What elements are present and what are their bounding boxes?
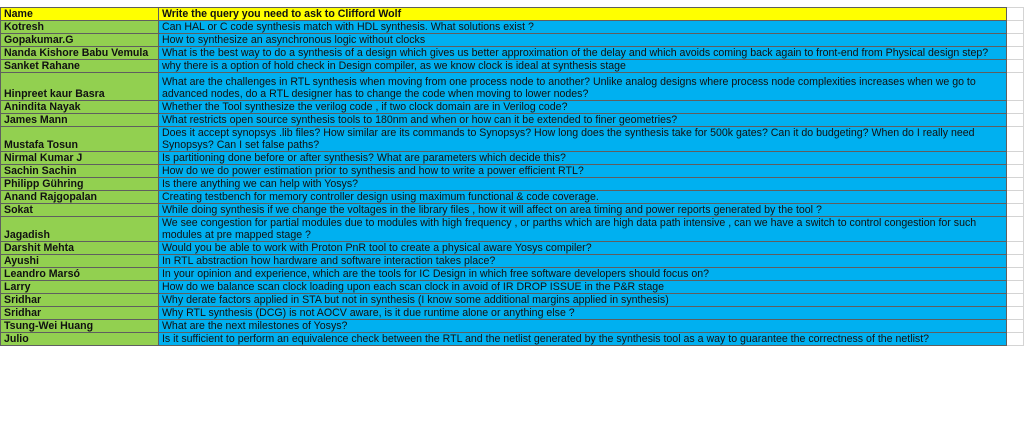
query-cell[interactable]: Is it sufficient to perform an equivalence check between the RTL and the netlist generated by the synthesis tool as a way to guarantee the correctness of the netlist?	[158, 333, 1006, 346]
empty-cell[interactable]	[1007, 217, 1024, 242]
table-row	[1, 60, 1024, 73]
header-name-cell[interactable]: Name	[1, 8, 159, 21]
table-row	[1, 165, 1024, 178]
query-cell[interactable]: Is partitioning done before or after synthesis? What are parameters which decide this?	[158, 152, 1006, 165]
query-cell[interactable]: Why RTL synthesis (DCG) is not AOCV aware, is it due runtime alone or anything else ?	[158, 307, 1006, 320]
empty-cell[interactable]	[1007, 114, 1024, 127]
empty-cell[interactable]	[1007, 242, 1024, 255]
query-cell[interactable]: Why derate factors applied in STA but not in synthesis (I know some additional margins applied in synthesis)	[158, 294, 1006, 307]
empty-cell[interactable]	[1007, 101, 1024, 114]
query-cell[interactable]: Is there anything we can help with Yosys?	[158, 178, 1006, 191]
query-cell[interactable]: What restricts open source synthesis tools to 180nm and when or how can it be extended to finer geometries?	[158, 114, 1006, 127]
name-cell[interactable]: Sokat	[1, 204, 159, 217]
query-cell[interactable]: What is the best way to do a synthesis of a design which gives us better approximation of the delay and which avoids coming back again to front-end from Physical design step?	[158, 47, 1006, 60]
query-cell[interactable]: In your opinion and experience, which are the tools for IC Design in which free software developers should focus on?	[158, 268, 1006, 281]
name-cell[interactable]: Nirmal Kumar J	[1, 152, 159, 165]
query-cell[interactable]: Would you be able to work with Proton PnR tool to create a physical aware Yosys compiler?	[158, 242, 1006, 255]
name-cell[interactable]: Julio	[1, 333, 159, 346]
empty-cell[interactable]	[1007, 165, 1024, 178]
table-row	[1, 47, 1024, 60]
name-cell[interactable]: Anand Rajgopalan	[1, 191, 159, 204]
query-cell[interactable]: Creating testbench for memory controller design using maximum functional & code coverage.	[158, 191, 1006, 204]
table-row	[1, 217, 1024, 242]
table-row	[1, 204, 1024, 217]
table-row	[1, 73, 1024, 101]
name-cell[interactable]: Sanket Rahane	[1, 60, 159, 73]
name-cell[interactable]: Ayushi	[1, 255, 159, 268]
header-query-cell[interactable]: Write the query you need to ask to Clifford Wolf	[158, 8, 1006, 21]
name-cell[interactable]: Philipp Gühring	[1, 178, 159, 191]
table-row	[1, 34, 1024, 47]
empty-cell[interactable]	[1007, 307, 1024, 320]
name-cell[interactable]: Jagadish	[1, 217, 159, 242]
name-cell[interactable]: Gopakumar.G	[1, 34, 159, 47]
empty-cell[interactable]	[1007, 8, 1024, 21]
table-row	[1, 294, 1024, 307]
empty-cell[interactable]	[1007, 73, 1024, 101]
query-cell[interactable]: In RTL abstraction how hardware and software interaction takes place?	[158, 255, 1006, 268]
table-row	[1, 21, 1024, 34]
table-row	[1, 333, 1024, 346]
empty-cell[interactable]	[1007, 34, 1024, 47]
table-row	[1, 281, 1024, 294]
query-cell[interactable]: Can HAL or C code synthesis match with HDL synthesis. What solutions exist ?	[158, 21, 1006, 34]
table-row	[1, 320, 1024, 333]
name-cell[interactable]: Hinpreet kaur Basra	[1, 73, 159, 101]
query-cell[interactable]: What are the challenges in RTL synthesis when moving from one process node to another? Unlike analog designs where process node complexities increases when we go to advanced nodes, do a RTL designer has to change the code when moving to lower nodes?	[158, 73, 1006, 101]
empty-cell[interactable]	[1007, 21, 1024, 34]
name-cell[interactable]: Sridhar	[1, 307, 159, 320]
empty-cell[interactable]	[1007, 333, 1024, 346]
table-row	[1, 101, 1024, 114]
empty-cell[interactable]	[1007, 60, 1024, 73]
empty-cell[interactable]	[1007, 47, 1024, 60]
empty-cell[interactable]	[1007, 255, 1024, 268]
header-row	[1, 8, 1024, 21]
table-row	[1, 255, 1024, 268]
empty-cell[interactable]	[1007, 320, 1024, 333]
name-cell[interactable]: Darshit Mehta	[1, 242, 159, 255]
query-cell[interactable]: We see congestion for partial modules due to modules with high frequency , or parths which are high data path intensive , can we have a switch to control congestion for such modules at pre mapped stage ?	[158, 217, 1006, 242]
table-row	[1, 242, 1024, 255]
name-cell[interactable]: Kotresh	[1, 21, 159, 34]
table-row	[1, 307, 1024, 320]
name-cell[interactable]: Tsung-Wei Huang	[1, 320, 159, 333]
name-cell[interactable]: Nanda Kishore Babu Vemula	[1, 47, 159, 60]
query-cell[interactable]: How to synthesize an asynchronous logic without clocks	[158, 34, 1006, 47]
query-cell[interactable]: Whether the Tool synthesize the verilog code , if two clock domain are in Verilog code?	[158, 101, 1006, 114]
table-row	[1, 152, 1024, 165]
empty-cell[interactable]	[1007, 127, 1024, 152]
name-cell[interactable]: Sridhar	[1, 294, 159, 307]
table-row	[1, 114, 1024, 127]
name-cell[interactable]: Leandro Marsó	[1, 268, 159, 281]
query-cell[interactable]: why there is a option of hold check in Design compiler, as we know clock is ideal at synthesis stage	[158, 60, 1006, 73]
query-cell[interactable]: While doing synthesis if we change the voltages in the library files , how it will affect on area timing and power reports generated by the tool ?	[158, 204, 1006, 217]
name-cell[interactable]: James Mann	[1, 114, 159, 127]
query-cell[interactable]: Does it accept synopsys .lib files? How similar are its commands to Synopsys? How long does the synthesis take for 500k gates? Can it do budgeting? When do I really need Synopsys? Can I set false paths?	[158, 127, 1006, 152]
name-cell[interactable]: Larry	[1, 281, 159, 294]
table-row	[1, 127, 1024, 152]
name-cell[interactable]: Anindita Nayak	[1, 101, 159, 114]
table-row	[1, 191, 1024, 204]
name-cell[interactable]: Mustafa Tosun	[1, 127, 159, 152]
empty-cell[interactable]	[1007, 294, 1024, 307]
empty-cell[interactable]	[1007, 268, 1024, 281]
empty-cell[interactable]	[1007, 178, 1024, 191]
table-row	[1, 268, 1024, 281]
name-cell[interactable]: Sachin Sachin	[1, 165, 159, 178]
table-row	[1, 178, 1024, 191]
query-cell[interactable]: How do we balance scan clock loading upon each scan clock in avoid of IR DROP ISSUE in the P&R stage	[158, 281, 1006, 294]
empty-cell[interactable]	[1007, 191, 1024, 204]
query-cell[interactable]: How do we do power estimation prior to synthesis and how to write a power efficient RTL?	[158, 165, 1006, 178]
empty-cell[interactable]	[1007, 281, 1024, 294]
empty-cell[interactable]	[1007, 204, 1024, 217]
empty-cell[interactable]	[1007, 152, 1024, 165]
spreadsheet-grid	[0, 7, 1024, 346]
query-cell[interactable]: What are the next milestones of Yosys?	[158, 320, 1006, 333]
